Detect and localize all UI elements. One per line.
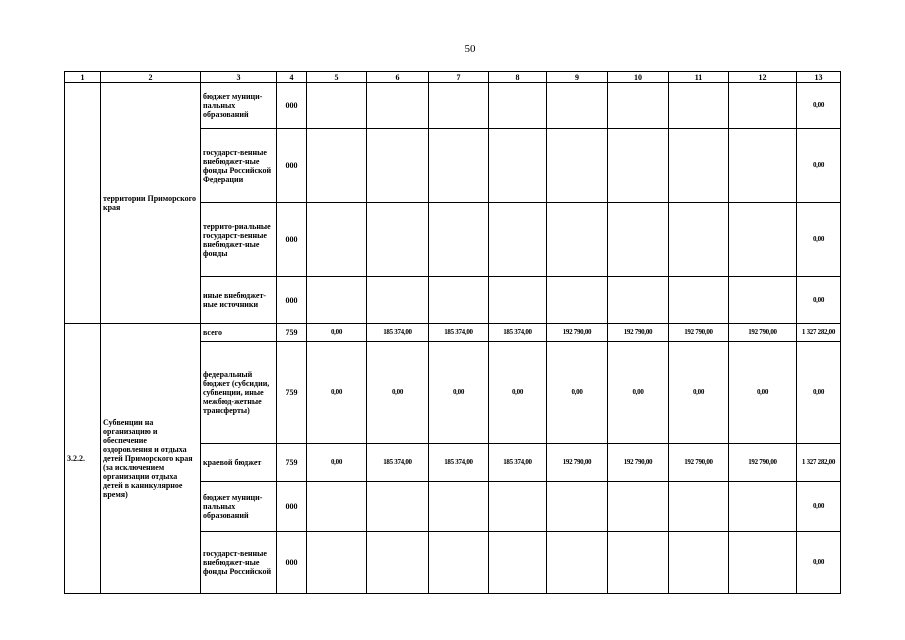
total-cell: 0,00 (797, 129, 841, 203)
value-cell (489, 83, 547, 129)
value-cell: 0,00 (307, 342, 367, 444)
value-cell (429, 203, 489, 277)
value-cell (729, 203, 797, 277)
code-cell: 000 (277, 277, 307, 324)
total-cell: 1 327 282,00 (797, 324, 841, 342)
value-cell: 192 790,00 (669, 324, 729, 342)
value-cell (429, 129, 489, 203)
value-cell (307, 482, 367, 532)
code-cell: 000 (277, 83, 307, 129)
value-cell (367, 203, 429, 277)
value-cell (669, 129, 729, 203)
value-cell (547, 203, 608, 277)
value-cell (307, 203, 367, 277)
value-cell: 185 374,00 (489, 444, 547, 482)
row-number-cell: 3.2.2. (65, 324, 101, 594)
value-cell (729, 482, 797, 532)
column-header: 6 (367, 72, 429, 83)
value-cell: 0,00 (669, 342, 729, 444)
code-cell: 759 (277, 444, 307, 482)
total-cell: 0,00 (797, 83, 841, 129)
code-cell: 000 (277, 532, 307, 594)
column-header: 9 (547, 72, 608, 83)
value-cell: 192 790,00 (608, 324, 669, 342)
column-header: 10 (608, 72, 669, 83)
column-header: 7 (429, 72, 489, 83)
value-cell (547, 482, 608, 532)
value-cell: 0,00 (547, 342, 608, 444)
total-cell: 0,00 (797, 203, 841, 277)
column-header: 11 (669, 72, 729, 83)
value-cell (367, 532, 429, 594)
funding-source-cell: всего (201, 324, 277, 342)
value-cell (669, 277, 729, 324)
value-cell: 0,00 (307, 324, 367, 342)
value-cell: 185 374,00 (429, 324, 489, 342)
page-number: 50 (464, 43, 476, 55)
table-row (65, 83, 841, 129)
funding-source-cell: краевой бюджет (201, 444, 277, 482)
value-cell (729, 532, 797, 594)
funding-source-cell: бюджет муници-пальных образований (201, 482, 277, 532)
value-cell (367, 83, 429, 129)
value-cell (729, 83, 797, 129)
funding-source-cell: государст-венные внебюджет-ные фонды Российской (201, 532, 277, 594)
total-cell: 0,00 (797, 482, 841, 532)
row-number-cell (65, 83, 101, 324)
value-cell: 192 790,00 (729, 324, 797, 342)
total-cell: 0,00 (797, 342, 841, 444)
value-cell (489, 129, 547, 203)
value-cell (367, 482, 429, 532)
funding-source-cell: государст-венные внебюджет-ные фонды Российской Федерации (201, 129, 277, 203)
code-cell: 000 (277, 482, 307, 532)
value-cell (489, 532, 547, 594)
column-header: 13 (797, 72, 841, 83)
value-cell (669, 482, 729, 532)
column-header: 12 (729, 72, 797, 83)
value-cell (669, 532, 729, 594)
total-cell: 0,00 (797, 277, 841, 324)
value-cell: 0,00 (307, 444, 367, 482)
value-cell (547, 532, 608, 594)
value-cell (608, 482, 669, 532)
value-cell: 185 374,00 (367, 324, 429, 342)
funding-source-cell: федеральный бюджет (субсидии, субвенции, иные межбюд-жетные трансферты) (201, 342, 277, 444)
value-cell (547, 129, 608, 203)
value-cell: 185 374,00 (367, 444, 429, 482)
value-cell: 0,00 (367, 342, 429, 444)
total-cell: 1 327 282,00 (797, 444, 841, 482)
value-cell (367, 277, 429, 324)
value-cell: 192 790,00 (669, 444, 729, 482)
value-cell (489, 203, 547, 277)
measure-name-cell: территории Приморского края (101, 83, 201, 324)
value-cell: 192 790,00 (547, 324, 608, 342)
value-cell (608, 532, 669, 594)
value-cell (669, 83, 729, 129)
value-cell (307, 532, 367, 594)
measure-name-cell: Субвенции на организацию и обеспечение оздоровления и отдыха детей Приморского края (за исключением организации отдыха детей в каникулярное время) (101, 324, 201, 594)
code-cell: 759 (277, 324, 307, 342)
value-cell: 0,00 (489, 342, 547, 444)
value-cell (729, 129, 797, 203)
value-cell (429, 277, 489, 324)
column-header: 1 (65, 72, 101, 83)
value-cell (307, 83, 367, 129)
value-cell: 192 790,00 (608, 444, 669, 482)
column-header: 4 (277, 72, 307, 83)
value-cell: 0,00 (608, 342, 669, 444)
value-cell (307, 277, 367, 324)
table-header-row (65, 72, 841, 83)
value-cell (307, 129, 367, 203)
funding-source-cell: террито-риальные государст-венные внебюджет-ные фонды (201, 203, 277, 277)
code-cell: 000 (277, 203, 307, 277)
value-cell: 192 790,00 (729, 444, 797, 482)
value-cell: 185 374,00 (489, 324, 547, 342)
funding-source-cell: бюджет муници-пальных образований (201, 83, 277, 129)
column-header: 5 (307, 72, 367, 83)
value-cell (429, 83, 489, 129)
value-cell: 192 790,00 (547, 444, 608, 482)
value-cell (489, 277, 547, 324)
column-header: 2 (101, 72, 201, 83)
value-cell: 0,00 (429, 342, 489, 444)
value-cell (489, 482, 547, 532)
value-cell (669, 203, 729, 277)
value-cell (367, 129, 429, 203)
total-cell: 0,00 (797, 532, 841, 594)
value-cell (429, 532, 489, 594)
value-cell: 185 374,00 (429, 444, 489, 482)
value-cell (547, 277, 608, 324)
value-cell (608, 129, 669, 203)
funding-source-cell: иные внебюджет-ные источники (201, 277, 277, 324)
value-cell (729, 277, 797, 324)
code-cell: 759 (277, 342, 307, 444)
column-header: 3 (201, 72, 277, 83)
value-cell (608, 83, 669, 129)
budget-table (64, 71, 841, 594)
value-cell (608, 277, 669, 324)
value-cell (547, 83, 608, 129)
value-cell (429, 482, 489, 532)
value-cell (608, 203, 669, 277)
code-cell: 000 (277, 129, 307, 203)
value-cell: 0,00 (729, 342, 797, 444)
column-header: 8 (489, 72, 547, 83)
table-row (65, 324, 841, 342)
